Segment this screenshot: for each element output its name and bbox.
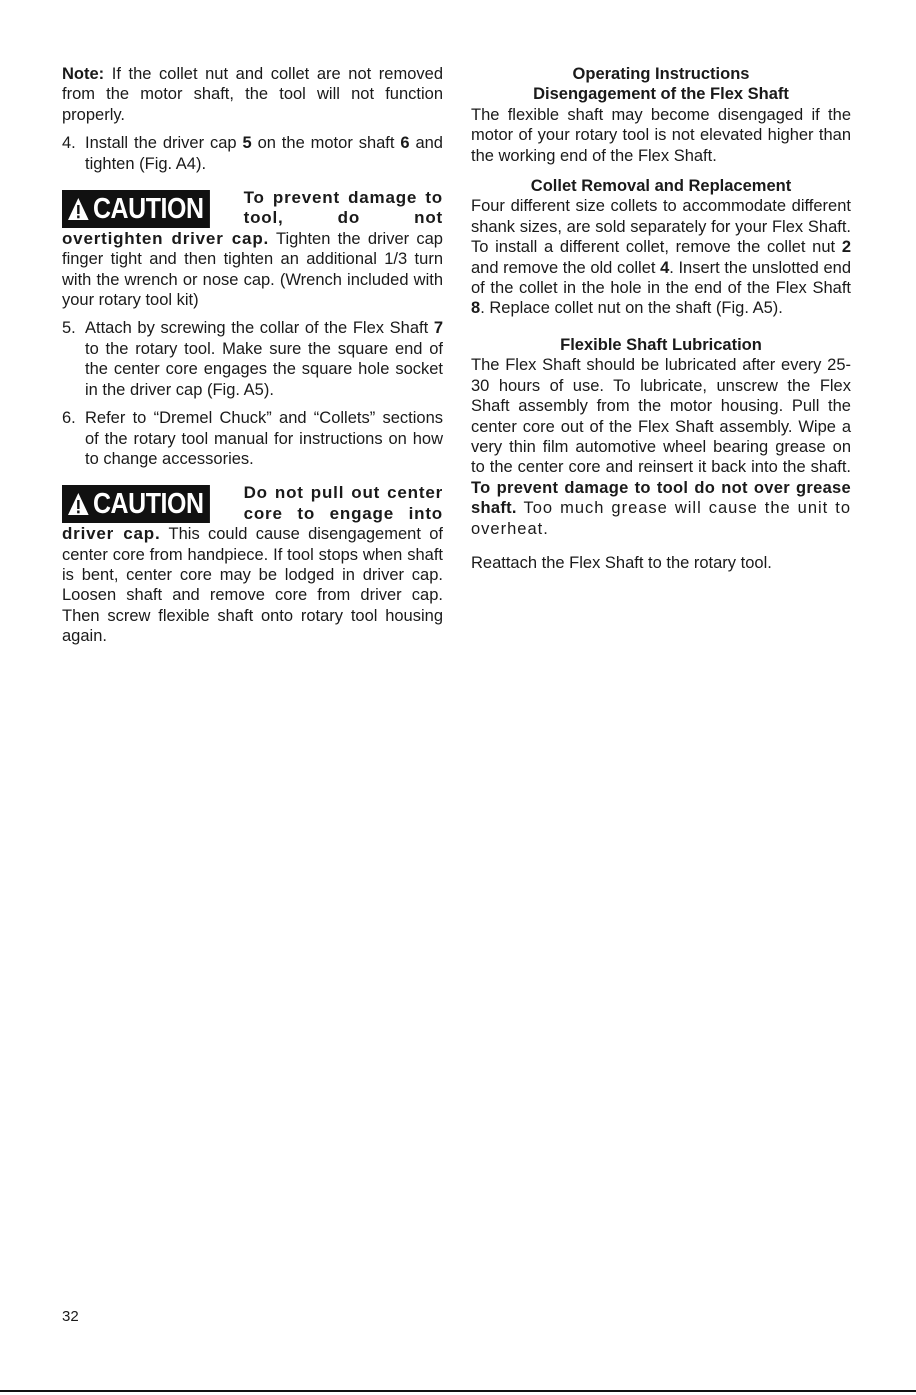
note-label: Note: bbox=[62, 65, 105, 83]
step-5: 5. Attach by screwing the collar of the Flex Shaft 7 to the rotary tool. Make sure the square end of the center core engages the square hole socket in the driver cap (Fig. A5). bbox=[62, 319, 443, 399]
page-bottom-rule bbox=[0, 1390, 916, 1392]
caution-badge: CAUTION bbox=[62, 485, 210, 523]
collet-paragraph: Four different size collets to accommodate different shank sizes, are sold separately for your Flex Shaft. To install a different collet, remove the collet nut 2 and remove the old collet 4. Insert the unslotted end of the collet in the hole in the end of the Flex Shaft 8. Replace collet nut on the shaft (Fig. A5). bbox=[471, 197, 851, 318]
caution-lead: To prevent damage to tool, do not overtighten driver cap. bbox=[62, 188, 443, 248]
caution-badge: CAUTION bbox=[62, 190, 210, 228]
caution-block-center-core: CAUTION Do not pull out center core to engage into driver cap. This could cause disengagement of center core from handpiece. If tool stops when shaft is bent, center core may be lodged in driver cap. Loosen shaft and remove core from driver cap. Then screw flexible shaft onto rotary tool housing again. bbox=[62, 483, 443, 646]
section-title: Operating Instructions bbox=[572, 65, 750, 83]
step-4: 4. Install the driver cap 5 on the motor shaft 6 and tighten (Fig. A4). bbox=[62, 134, 443, 173]
warning-triangle-icon bbox=[67, 197, 89, 221]
heading-collet: Collet Removal and Replacement bbox=[530, 177, 792, 196]
heading-lubrication: Flexible Shaft Lubrication bbox=[560, 335, 762, 354]
warning-triangle-icon bbox=[67, 492, 89, 516]
lubrication-paragraph: The Flex Shaft should be lubricated after every 25-30 hours of use. To lubricate, unscrew the Flex Shaft assembly from the motor housing. Pull the center core out of the Flex Shaft assembly. Wipe a very thin film automotive wheel bearing grease on to the center core and reinsert it back into the shaft. To prevent damage to tool do not over grease shaft. Too much grease will cause the unit to overheat. bbox=[471, 356, 851, 538]
steps-list-b bbox=[62, 318, 443, 469]
heading-disengagement: Disengagement of the Flex Shaft bbox=[533, 85, 789, 104]
disengagement-paragraph: The flexible shaft may become disengaged if the motor of your rotary tool is not elevated higher than the working end of the Flex Shaft. bbox=[471, 105, 851, 165]
steps-list-a bbox=[62, 133, 443, 174]
note-paragraph: Note: If the collet nut and collet are not removed from the motor shaft, the tool will not function properly. bbox=[62, 65, 443, 124]
page-number: 32 bbox=[62, 1308, 79, 1325]
right-column bbox=[471, 64, 851, 573]
caution-lead: Do not pull out center core to engage into driver cap. bbox=[62, 483, 443, 544]
step-6: 6. Refer to “Dremel Chuck” and “Collets” sections of the rotary tool manual for instructions on how to change accessories. bbox=[62, 409, 443, 468]
caution-block-overtighten: CAUTION To prevent damage to tool, do not overtighten driver cap. Tighten the driver cap finger tight and then tighten an additional 1/3 turn with the wrench or nose cap. (Wrench included with your rotary tool kit) bbox=[62, 188, 443, 310]
left-column bbox=[62, 64, 443, 647]
reattach-paragraph: Reattach the Flex Shaft to the rotary tool. bbox=[471, 553, 772, 572]
